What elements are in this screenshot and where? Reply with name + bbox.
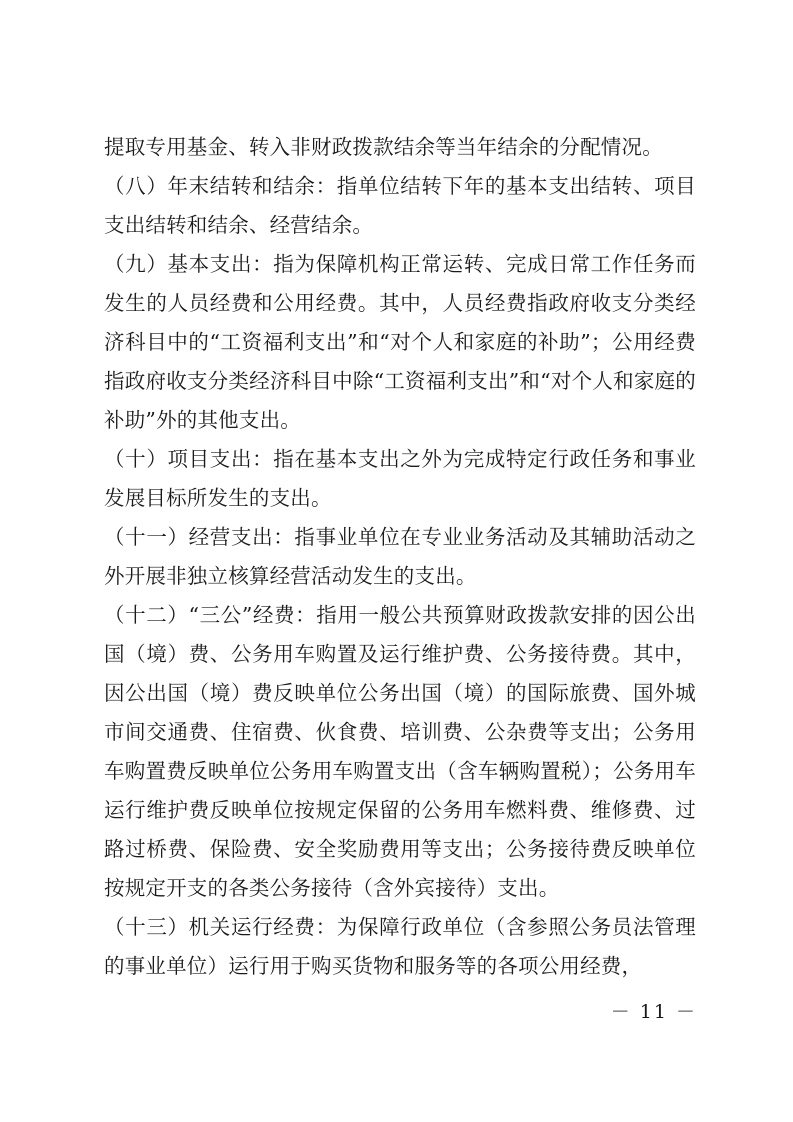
paragraph: （八）年末结转和结余：指单位结转下年的基本支出结转、项目支出结转和结余、经营结余。 [104, 174, 696, 237]
paragraph: （十）项目支出：指在基本支出之外为完成特定行政任务和事业发展目标所发生的支出。 [104, 447, 696, 510]
paragraph: （九）基本支出：指为保障机构正常运转、完成日常工作任务而发生的人员经费和公用经费。其中，人员经费指政府收支分类经济科目中的“工资福利支出”和“对个人和家庭的补助”；公用经费指政府收支分类经济科目中除“工资福利支出”和“对个人和家庭的补助”外的其他支出。 [104, 252, 696, 432]
paragraph: 提取专用基金、转入非财政拨款结余等当年结余的分配情况。 [104, 135, 663, 159]
page-number: － 11 － [610, 1001, 697, 1023]
paragraph: （十三）机关运行经费：为保障行政单位（含参照公务员法管理的事业单位）运行用于购买货物和服务等的各项公用经费， [104, 915, 696, 978]
paragraph: （十二）“三公”经费：指用一般公共预算财政拨款安排的因公出国（境）费、公务用车购置及运行维护费、公务接待费。其中，因公出国（境）费反映单位公务出国（境）的国际旅费、国外城市间交通费、住宿费、伙食费、培训费、公杂费等支出；公务用车购置费反映单位公务用车购置支出（含车辆购置税）；公务用车运行维护费反映单位按规定保留的公务用车燃料费、维修费、过路过桥费、保险费、安全奖励费用等支出；公务接待费反映单位按规定开支的各类公务接待（含外宾接待）支出。 [104, 603, 696, 900]
document-body [104, 128, 696, 986]
paragraph: （十一）经营支出：指事业单位在专业业务活动及其辅助活动之外开展非独立核算经营活动发生的支出。 [104, 525, 696, 588]
